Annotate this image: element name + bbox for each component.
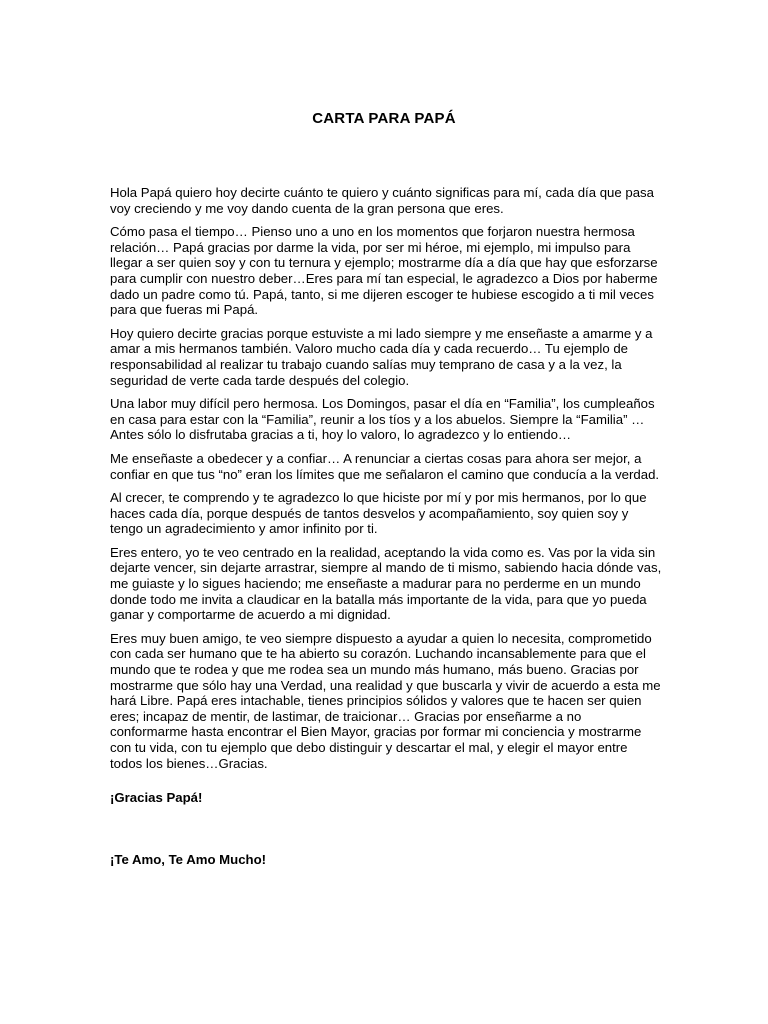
- paragraph-7: Eres entero, yo te veo centrado en la realidad, aceptando la vida como es. Vas por la vida sin dejarte vencer, sin dejarte arrastrar, siempre al mando de ti mismo, sabiendo hacia dónde vas, me guiaste y lo sigues haciendo; me enseñaste a madurar para no perderme en un mundo donde todo me invita a claudicar en la batalla más importante de la vida, para que yo pueda ganar y comportarme de acuerdo a mi dignidad.: [110, 544, 662, 623]
- paragraph-2: Cómo pasa el tiempo… Pienso uno a uno en los momentos que forjaron nuestra hermosa relación… Papá gracias por darme la vida, por ser mi héroe, mi ejemplo, mi impulso para llegar a ser quien soy y con tu ternura y ejemplo; mostrarme día a día que hay que esforzarse para cumplir con nuestro deber…Eres para mí tan especial, le agradezco a Dios por haberme dado un padre como tú. Papá, tanto, si me dijeren escoger te hubiese escogido a ti mil veces para que fueras mi Papá.: [110, 224, 658, 318]
- document-title: CARTA PARA PAPÁ: [312, 110, 456, 127]
- closing-love: ¡Te Amo, Te Amo Mucho!: [110, 852, 267, 867]
- letter-body: [110, 185, 662, 779]
- closing-thanks: ¡Gracias Papá!: [110, 790, 203, 805]
- paragraph-5: Me enseñaste a obedecer y a confiar… A renunciar a ciertas cosas para ahora ser mejor, a confiar en que tus “no” eran los límites que me señalaron el camino que conducía a la verdad.: [110, 450, 660, 482]
- paragraph-1: Hola Papá quiero hoy decirte cuánto te quiero y cuánto significas para mí, cada día que pasa voy creciendo y me voy dando cuenta de la gran persona que eres.: [110, 185, 654, 216]
- paragraph-6: Al crecer, te comprendo y te agradezco lo que hiciste por mí y por mis hermanos, por lo que haces cada día, porque después de tantos desvelos y acompañamiento, soy quien soy y tengo un agradecimiento y amor infinito por ti.: [110, 490, 647, 537]
- paragraph-4: Una labor muy difícil pero hermosa. Los Domingos, pasar el día en “Familia”, los cumpleaños en casa para estar con la “Familia”, reunir a los tíos y a los abuelos. Siempre la “Familia” … Antes sólo lo disfrutaba gracias a ti, hoy lo valoro, lo agradezco y lo entiendo…: [110, 396, 655, 443]
- paragraph-3: Hoy quiero decirte gracias porque estuviste a mi lado siempre y me enseñaste a amarme y a amar a mis hermanos también. Valoro mucho cada día y cada recuerdo… Tu ejemplo de responsabilidad al realizar tu trabajo cuando salías muy temprano de casa y a la vez, la seguridad de verte cada tarde después del colegio.: [110, 325, 653, 388]
- paragraph-8: Eres muy buen amigo, te veo siempre dispuesto a ayudar a quien lo necesita, comprometido con cada ser humano que te ha abierto su corazón. Luchando incansablemente para que el mundo que te rodea y que me rodea sea un mundo más humano, más bueno. Gracias por mostrarme que sólo hay una Verdad, una realidad y que buscarla y vivir de acuerdo a esta me hará Libre. Papá eres intachable, tienes principios sólidos y valores que te hacen ser quien eres; incapaz de mentir, de lastimar, de traicionar… Gracias por enseñarme a no conformarme hasta encontrar el Bien Mayor, gracias por formar mi conciencia y mostrarme con tu vida, con tu ejemplo que debo distinguir y descartar el mal, y elegir el mayor entre todos los bienes…Gracias.: [110, 630, 661, 771]
